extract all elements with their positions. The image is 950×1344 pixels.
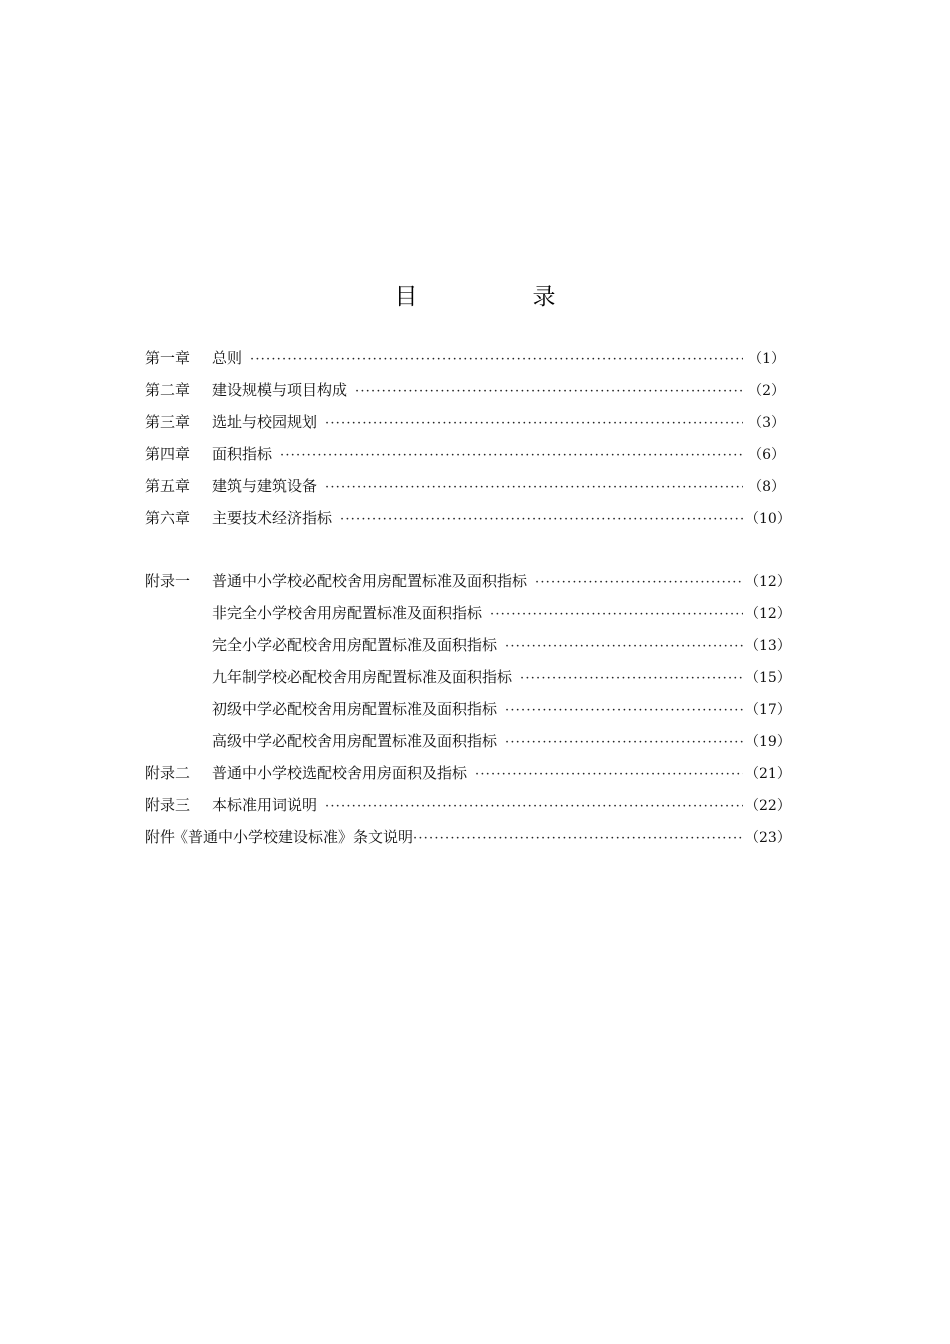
dot-leader bbox=[475, 759, 743, 791]
toc-entry-page: （21） bbox=[745, 766, 791, 782]
dot-leader bbox=[413, 823, 743, 855]
dot-leader bbox=[355, 376, 743, 408]
toc-entry-title: 普通中小学校必配校舍用房配置标准及面积指标 bbox=[212, 572, 528, 590]
toc-entry-prefix: 第三章 bbox=[145, 413, 191, 431]
toc-entry-chapter-2[interactable] bbox=[145, 374, 785, 406]
toc-entry-chapter-6[interactable] bbox=[145, 502, 791, 534]
dot-leader bbox=[505, 695, 743, 727]
toc-entry-prefix: 第六章 bbox=[145, 509, 191, 527]
toc-entry-prefix: 第二章 bbox=[145, 381, 191, 399]
toc-entry-page: （22） bbox=[745, 798, 791, 814]
dot-leader bbox=[325, 408, 743, 440]
toc-entry-page: （19） bbox=[745, 734, 791, 750]
toc-entry-chapter-1[interactable] bbox=[145, 342, 785, 374]
toc-entry-title: 本标准用词说明 bbox=[212, 796, 318, 814]
toc-entry-prefix: 第五章 bbox=[145, 477, 191, 495]
toc-entry-page: （6） bbox=[748, 447, 785, 463]
dot-leader bbox=[250, 344, 743, 376]
toc-entry-title: 初级中学必配校舍用房配置标准及面积指标 bbox=[212, 700, 498, 718]
toc-entry-title: 九年制学校必配校舍用房配置标准及面积指标 bbox=[212, 668, 513, 686]
toc-entry-page: （8） bbox=[748, 479, 785, 495]
dot-leader bbox=[535, 567, 743, 599]
toc-entry-appendix-1-sub-4[interactable] bbox=[145, 693, 791, 725]
toc-entry-page: （15） bbox=[745, 670, 791, 686]
toc-entry-appendix-1-sub-1[interactable] bbox=[145, 597, 791, 629]
toc-entry-appendix-3[interactable] bbox=[145, 789, 791, 821]
page-title: 目 录 bbox=[394, 284, 602, 310]
dot-leader bbox=[505, 727, 743, 759]
toc-entry-prefix: 第一章 bbox=[145, 349, 191, 367]
toc-entry-page: （12） bbox=[745, 606, 791, 622]
dot-leader bbox=[340, 504, 743, 536]
toc-entry-prefix: 附件 bbox=[145, 828, 176, 846]
toc-entry-prefix: 附录一 bbox=[145, 572, 191, 590]
toc-entry-title: 高级中学必配校舍用房配置标准及面积指标 bbox=[212, 732, 498, 750]
toc-entry-prefix: 附录三 bbox=[145, 796, 191, 814]
toc-entry-title: 建筑与建筑设备 bbox=[212, 477, 318, 495]
dot-leader bbox=[490, 599, 743, 631]
toc-entry-page: （3） bbox=[748, 415, 785, 431]
toc-entry-chapter-5[interactable] bbox=[145, 470, 785, 502]
toc-entry-chapter-3[interactable] bbox=[145, 406, 785, 438]
dot-leader bbox=[325, 791, 743, 823]
dot-leader bbox=[505, 631, 743, 663]
dot-leader bbox=[325, 472, 743, 504]
toc-entry-page: （1） bbox=[748, 351, 785, 367]
toc-entry-prefix: 第四章 bbox=[145, 445, 191, 463]
toc-entry-page: （13） bbox=[745, 638, 791, 654]
toc-entry-appendix-2[interactable] bbox=[145, 757, 791, 789]
toc-entry-page: （2） bbox=[748, 383, 785, 399]
toc-entry-prefix: 附录二 bbox=[145, 764, 191, 782]
toc-entry-title: 《普通中小学校建设标准》条文说明 bbox=[173, 828, 414, 846]
table-of-contents bbox=[145, 342, 791, 853]
toc-entry-appendix-1-sub-5[interactable] bbox=[145, 725, 791, 757]
dot-leader bbox=[280, 440, 743, 472]
toc-entry-page: （12） bbox=[745, 574, 791, 590]
toc-entry-page: （17） bbox=[745, 702, 791, 718]
toc-entry-appendix-1-sub-3[interactable] bbox=[145, 661, 791, 693]
dot-leader bbox=[520, 663, 743, 695]
toc-entry-appendix-1-sub-2[interactable] bbox=[145, 629, 791, 661]
toc-entry-title: 选址与校园规划 bbox=[212, 413, 318, 431]
toc-entry-title: 面积指标 bbox=[212, 445, 273, 463]
toc-entry-appendix-1[interactable] bbox=[145, 565, 791, 597]
toc-entry-title: 非完全小学校舍用房配置标准及面积指标 bbox=[212, 604, 483, 622]
toc-entry-title: 主要技术经济指标 bbox=[212, 509, 333, 527]
toc-entry-title: 总则 bbox=[212, 349, 243, 367]
toc-entry-page: （23） bbox=[745, 830, 791, 846]
toc-entry-title: 普通中小学校选配校舍用房面积及指标 bbox=[212, 764, 468, 782]
toc-entry-title: 完全小学必配校舍用房配置标准及面积指标 bbox=[212, 636, 498, 654]
toc-entry-title: 建设规模与项目构成 bbox=[212, 381, 348, 399]
toc-entry-attachment[interactable] bbox=[145, 821, 791, 853]
toc-entry-page: （10） bbox=[745, 511, 791, 527]
toc-entry-chapter-4[interactable] bbox=[145, 438, 785, 470]
